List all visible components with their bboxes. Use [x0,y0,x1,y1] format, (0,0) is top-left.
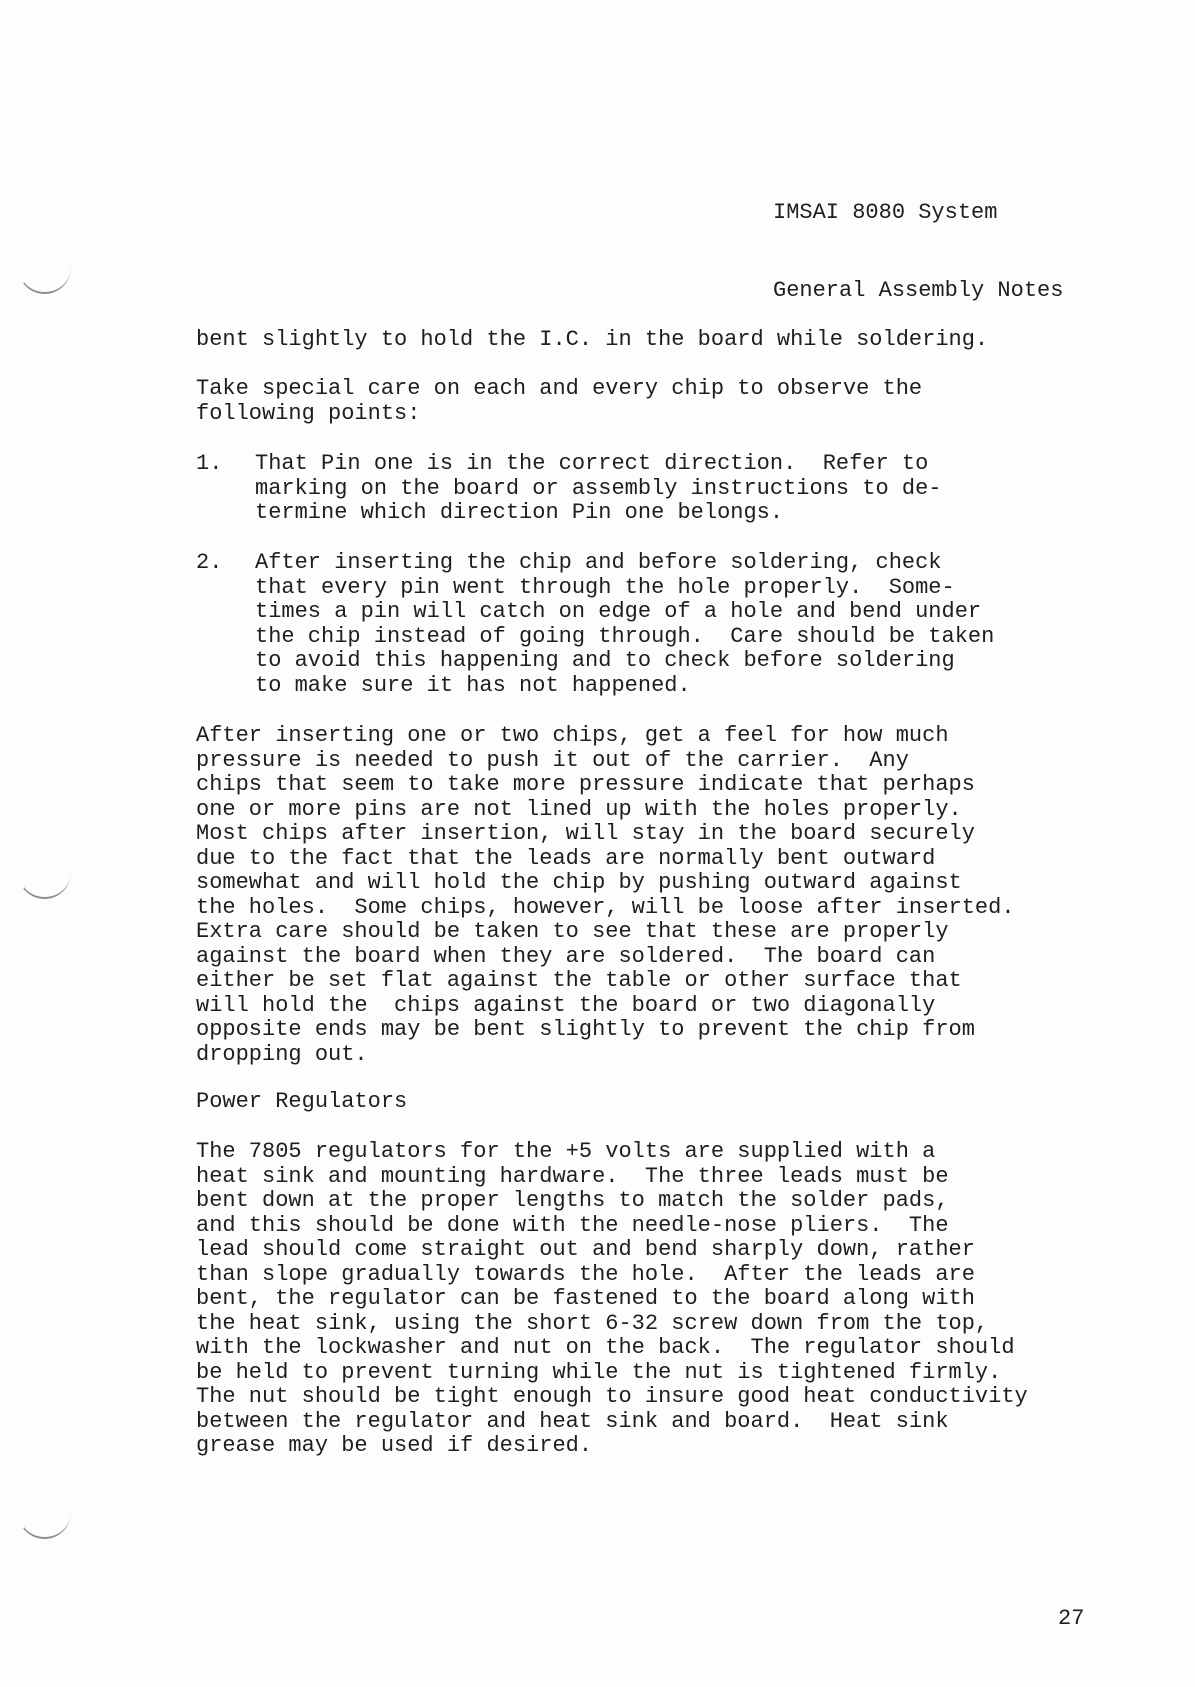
paragraph-bent-slightly: bent slightly to hold the I.C. in the board while soldering. [196,327,989,352]
list-item-number: 2. [196,550,223,575]
page-number: 27 [1058,1606,1085,1631]
list-item-text: That Pin one is in the correct direction. Refer to marking on the board or assembly instructions to de- termine which direction Pin one belongs. [255,451,942,525]
section-heading-power-regulators: Power Regulators [196,1089,408,1114]
page-header [773,148,1063,356]
binder-hole-middle [18,845,71,899]
header-subtitle: General Assembly Notes [773,278,1064,303]
header-title: IMSAI 8080 System [773,200,998,225]
paragraph-special-care: Take special care on each and every chip to observe the following points: [196,376,923,426]
list-item-number: 1. [196,451,223,476]
paragraph-after-inserting: After inserting one or two chips, get a feel for how much pressure is needed to push it out of the carrier. Any chips that seem to take more pressure indicate that perhaps one or more pins are not lined up with the holes properly. Most chips after insertion, will stay in the board securely due to the fact that the leads are normally bent outward somewhat and will hold the chip by pushing outward against the holes. Some chips, however, will be loose after inserted. Extra care should be taken to see that these are properly against the board when they are soldered. The board can either be set flat against the table or other surface that will hold the chips against the board or two diagonally opposite ends may be bent slightly to prevent the chip from dropping out. [196,723,1015,1067]
binder-hole-bottom [18,1485,71,1539]
list-item-text: After inserting the chip and before soldering, check that every pin went through the hole properly. Some- times a pin will catch on edge of a hole and bend under the chip instead of going through. Care should be taken to avoid this happening and to check before soldering to make sure it has not happened. [255,550,995,698]
paragraph-power-regulators: The 7805 regulators for the +5 volts are supplied with a heat sink and mounting hardware. The three leads must be bent down at the proper lengths to match the solder pads, and this should be done with the needle-nose pliers. The lead should come straight out and bend sharply down, rather than slope gradually towards the hole. After the leads are bent, the regulator can be fastened to the board along with the heat sink, using the short 6-32 screw down from the top, with the lockwasher and nut on the back. The regulator should be held to prevent turning while the nut is tightened firmly. The nut should be tight enough to insure good heat conductivity between the regulator and heat sink and board. Heat sink grease may be used if desired. [196,1139,1028,1458]
binder-hole-top [18,240,71,294]
